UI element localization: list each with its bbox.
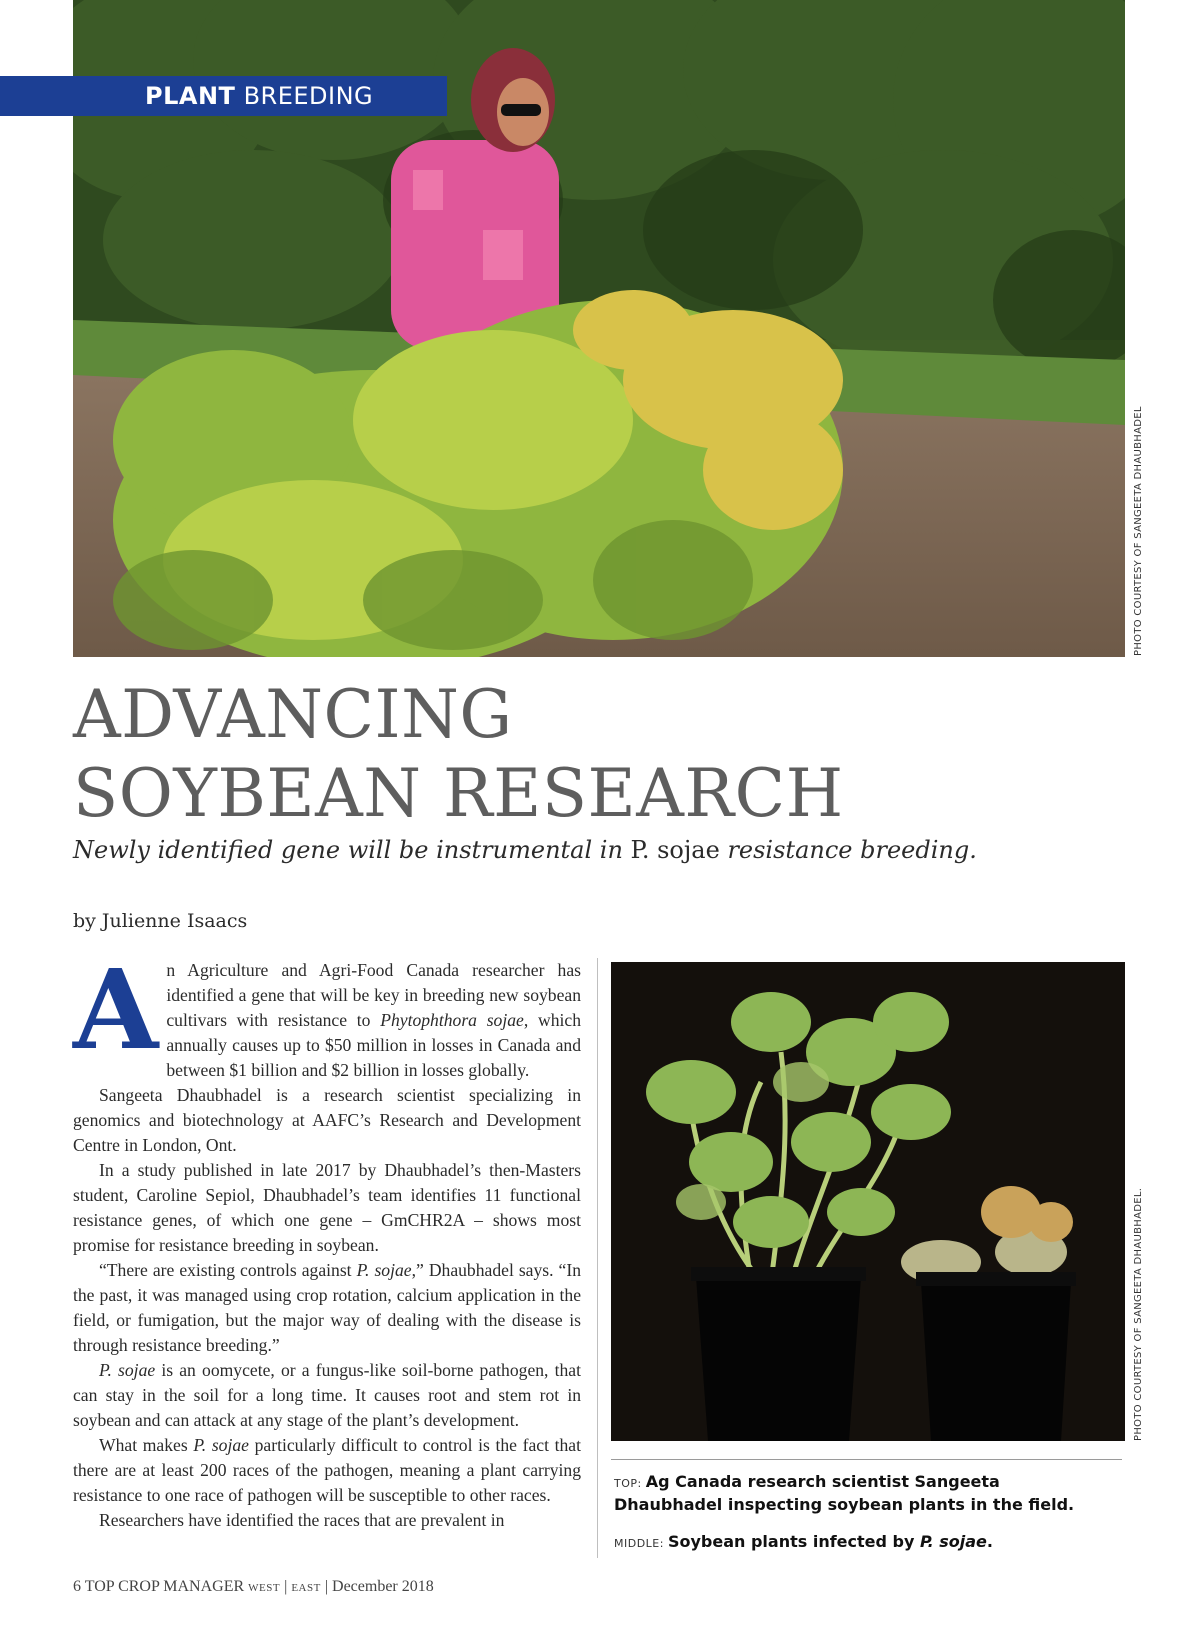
- edition-east: EAST: [291, 1582, 321, 1594]
- infected-plants-photo: [611, 962, 1125, 1441]
- page-footer: 6 TOP CROP MANAGER WEST | EAST | December 2018: [73, 1578, 434, 1595]
- paragraph-6: [73, 1433, 581, 1508]
- edition-west: WEST: [248, 1582, 281, 1594]
- paragraph-2: Sangeeta Dhaubhadel is a research scientist specializing in genomics and biotechnology at AAFC’s Research and Development Centre in London, Ont.: [73, 1085, 581, 1155]
- caption-middle-text-b: .: [986, 1532, 993, 1551]
- caption-top-label: TOP:: [614, 1477, 642, 1490]
- title-line-2: SOYBEAN RESEARCH: [73, 755, 844, 832]
- page-number: 6: [73, 1578, 81, 1595]
- caption-middle-label: MIDDLE:: [614, 1537, 664, 1550]
- title-line-1: ADVANCING: [73, 676, 513, 753]
- column-divider: [597, 958, 598, 1558]
- paragraph-3: In a study published in late 2017 by Dhaubhadel’s then-Masters student, Caroline Sepiol, Dhaubhadel’s team identifies 11 functional resistance genes, of which one gene – GmCHR2A – shows most promise for resistance breeding in soybean.: [73, 1160, 581, 1255]
- subtitle: [73, 836, 977, 864]
- section-label-bold: PLANT: [145, 82, 236, 110]
- hero-photo-credit: PHOTO COURTESY OF SANGEETA DHAUBHADEL: [1133, 406, 1144, 656]
- section-label-light: BREEDING: [243, 82, 374, 110]
- caption-top-text: Ag Canada research scientist Sangeeta Dhaubhadel inspecting soybean plants in the field.: [614, 1472, 1075, 1514]
- caption-middle-text-a: Soybean plants infected by: [667, 1532, 920, 1551]
- subtitle-part-2: resistance breeding.: [719, 836, 977, 864]
- paragraph-4: [73, 1258, 581, 1358]
- paragraph-5: [73, 1358, 581, 1433]
- caption-divider: [611, 1459, 1122, 1460]
- issue-date: December 2018: [332, 1578, 434, 1595]
- byline: by Julienne Isaacs: [73, 910, 248, 932]
- page-title: [73, 675, 844, 833]
- paragraph-6-text-a: What makes: [99, 1435, 194, 1455]
- paragraph-4-text-a: “There are existing controls against: [99, 1260, 357, 1280]
- infected-plants-illustration: [611, 962, 1125, 1441]
- section-label: [0, 76, 447, 116]
- paragraph-4-text-b: ,” Dhaubhadel says. “In the past, it was managed using crop rotation, calcium application in the field, or fumigation, but the major way of dealing with the disease is through resistance breeding.”: [73, 1260, 582, 1355]
- article-body: [73, 945, 582, 1533]
- paragraph-4-italic: P. sojae: [356, 1260, 412, 1280]
- caption-top: [614, 1471, 1104, 1515]
- subtitle-species: P. sojae: [630, 836, 720, 864]
- infected-photo-credit: PHOTO COURTESY OF SANGEETA DHAUBHADEL.: [1133, 1187, 1144, 1441]
- subtitle-part-1: Newly identified gene will be instrumental in: [73, 836, 631, 864]
- paragraph-6-text-b: particularly difficult to control is the fact that there are at least 200 races of the pathogen, meaning a plant carrying resistance to one race of pathogen will be susceptible to other races.: [73, 1435, 581, 1505]
- paragraph-1: [73, 945, 581, 1083]
- paragraph-5-text: is an oomycete, or a fungus-like soil-borne pathogen, that can stay in the soil for a long time. It causes root and stem rot in soybean and can attack at any stage of the plant’s development.: [73, 1360, 581, 1430]
- paragraph-7: Researchers have identified the races that are prevalent in: [99, 1510, 505, 1530]
- paragraph-6-italic: P. sojae: [193, 1435, 249, 1455]
- caption-middle: [614, 1531, 1104, 1554]
- paragraph-5-italic: P. sojae: [99, 1360, 156, 1380]
- paragraph-1-text-a: n Agriculture and Agri-Food Canada researcher has identified a gene that will be key in breeding new soybean cultivars with resistance to: [166, 960, 581, 1030]
- drop-cap: A: [73, 945, 159, 1074]
- paragraph-1-text-b: , which annually causes up to $50 million in losses in Canada and between $1 billion and $2 billion in losses globally.: [166, 1010, 581, 1080]
- magazine-name: TOP CROP MANAGER: [84, 1578, 245, 1595]
- paragraph-1-italic: Phytophthora sojae: [380, 1010, 524, 1030]
- caption-middle-italic: P. sojae: [920, 1532, 987, 1551]
